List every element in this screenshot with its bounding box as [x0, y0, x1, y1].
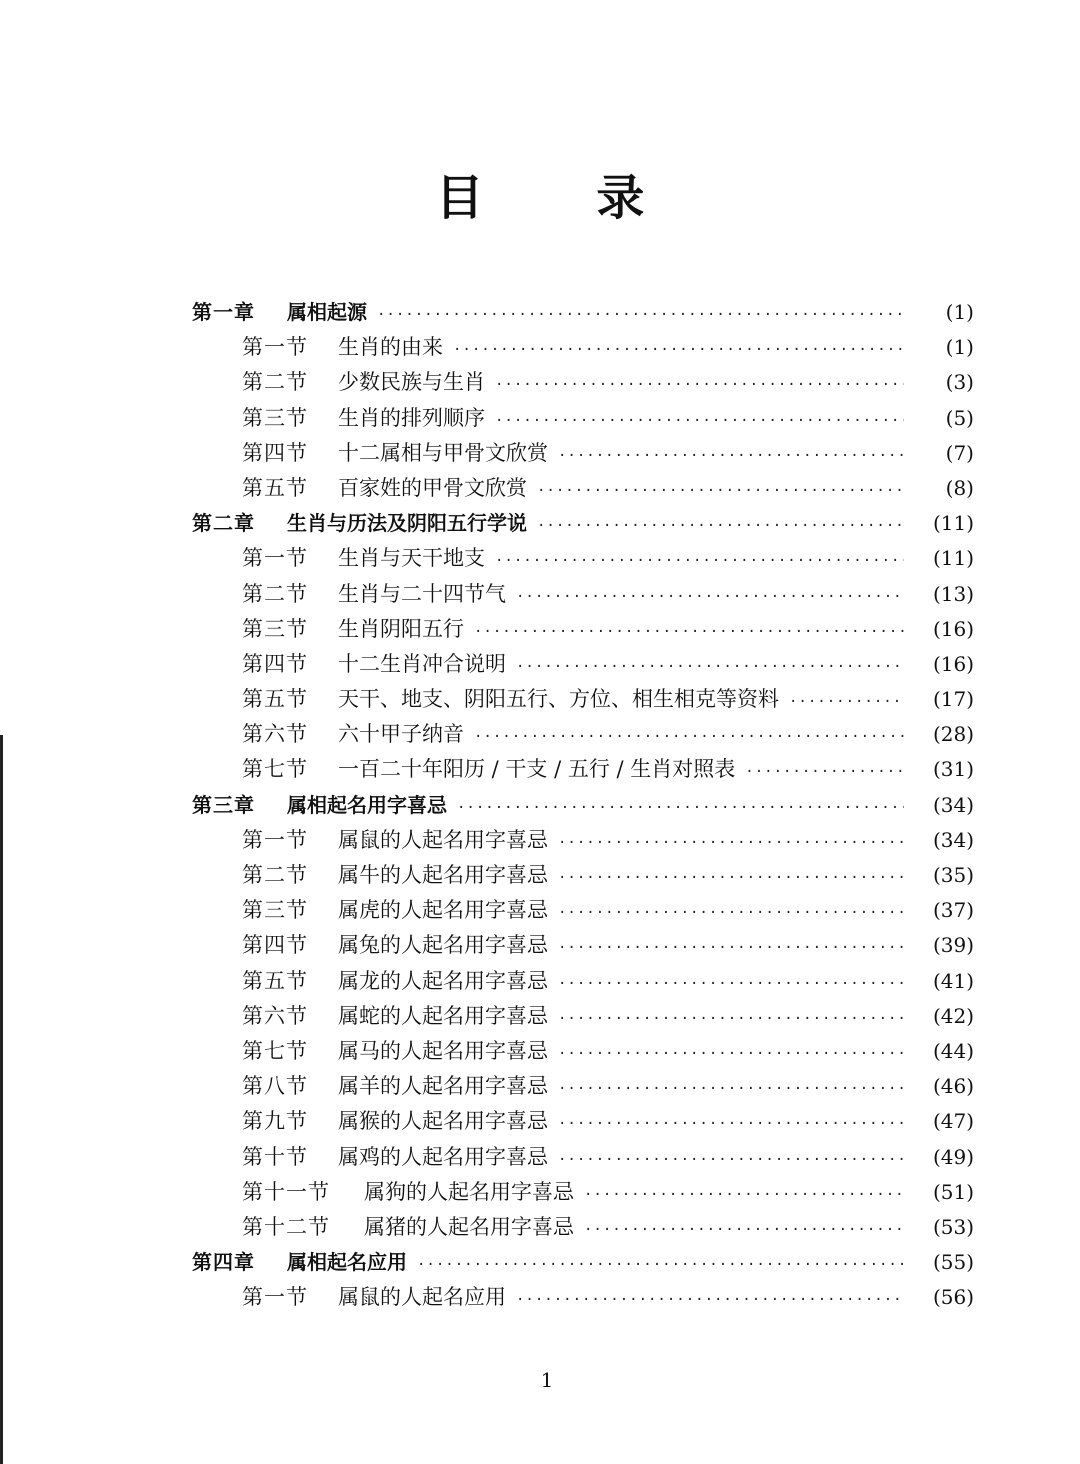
section-title: 属猪的人起名用字喜忌 [364, 1214, 574, 1239]
page-title: 目 录 [435, 170, 693, 226]
dot-leader [584, 1178, 904, 1213]
toc-section-entry [192, 1104, 974, 1139]
toc-section-entry [192, 1175, 974, 1210]
toc-section-entry [192, 682, 974, 717]
section-title: 生肖的由来 [338, 335, 443, 360]
chapter-number: 第一章 [192, 300, 255, 324]
section-number: 第十节 [242, 1144, 308, 1169]
toc-section-entry [192, 1034, 974, 1069]
page-reference: (53) [932, 1214, 974, 1239]
toc-section-entry [192, 365, 974, 400]
chapter-title: 属相起名应用 [287, 1250, 407, 1275]
section-number: 第六节 [242, 1003, 308, 1028]
page-reference: (55) [932, 1250, 974, 1275]
dot-leader [745, 755, 904, 790]
section-title: 一百二十年阳历 / 干支 / 五行 / 生肖对照表 [338, 757, 736, 782]
section-title: 属鼠的人起名用字喜忌 [338, 827, 548, 852]
section-title: 十二生肖冲合说明 [338, 651, 506, 676]
section-number: 第五节 [242, 475, 308, 500]
dot-leader [495, 368, 904, 403]
dot-leader [558, 1107, 904, 1142]
section-title: 属马的人起名用字喜忌 [338, 1038, 548, 1063]
chapter-title: 属相起名用字喜忌 [287, 792, 447, 817]
section-number: 第八节 [242, 1074, 308, 1099]
toc-section-entry [192, 577, 974, 612]
dot-leader [417, 1248, 904, 1283]
toc-section-entry [192, 964, 974, 999]
dot-leader [558, 931, 904, 966]
page-reference: (35) [932, 863, 974, 887]
page-reference: (17) [932, 687, 974, 712]
section-number: 第五节 [242, 968, 308, 993]
section-title: 生肖与天干地支 [338, 546, 485, 571]
dot-leader [789, 685, 904, 720]
table-of-contents [192, 295, 974, 1315]
section-title: 属狗的人起名用字喜忌 [364, 1179, 574, 1204]
toc-chapter-entry [192, 506, 974, 541]
page-reference: (31) [932, 757, 974, 782]
toc-chapter-entry [192, 788, 974, 823]
section-title: 天干、地支、阴阳五行、方位、相生相克等资料 [338, 687, 779, 712]
section-number: 第四节 [242, 933, 308, 958]
dot-leader [474, 720, 904, 755]
toc-section-entry [192, 1210, 974, 1245]
dot-leader [537, 474, 904, 509]
chapter-title: 生肖与历法及阴阳五行学说 [287, 511, 527, 536]
dot-leader [558, 826, 904, 861]
chapter-title: 属相起源 [287, 300, 367, 324]
chapter-number: 第三章 [192, 792, 255, 817]
toc-section-entry [192, 647, 974, 682]
dot-leader [495, 544, 904, 579]
page-reference: (39) [932, 933, 974, 958]
page-reference: (11) [932, 511, 974, 536]
section-number: 第一节 [242, 546, 308, 571]
page-reference: (41) [932, 968, 974, 993]
toc-chapter-entry [192, 295, 974, 330]
dot-leader [558, 896, 904, 931]
section-title: 属牛的人起名用字喜忌 [338, 863, 548, 887]
dot-leader [453, 333, 904, 368]
dot-leader [558, 1037, 904, 1072]
section-title: 属蛇的人起名用字喜忌 [338, 1003, 548, 1028]
page-reference: (16) [932, 651, 974, 676]
section-number: 第九节 [242, 1109, 308, 1134]
toc-section-entry [192, 330, 974, 365]
section-number: 第五节 [242, 687, 308, 712]
section-title: 百家姓的甲骨文欣赏 [338, 475, 527, 500]
section-number: 第十一节 [242, 1179, 330, 1204]
page-reference: (1) [945, 300, 974, 324]
toc-section-entry [192, 436, 974, 471]
page-reference: (49) [932, 1144, 974, 1169]
section-number: 第二节 [242, 370, 308, 395]
dot-leader [457, 791, 904, 826]
dot-leader [516, 1283, 904, 1318]
section-title: 十二属相与甲骨文欣赏 [338, 440, 548, 465]
section-number: 第四节 [242, 651, 308, 676]
toc-section-entry [192, 1280, 974, 1315]
toc-section-entry [192, 752, 974, 787]
toc-section-entry [192, 471, 974, 506]
section-title: 属鸡的人起名用字喜忌 [338, 1144, 548, 1169]
section-title: 生肖与二十四节气 [338, 581, 506, 606]
page-reference: (34) [932, 827, 974, 852]
page-reference: (44) [932, 1038, 974, 1063]
toc-section-entry [192, 717, 974, 752]
section-title: 属羊的人起名用字喜忌 [338, 1074, 548, 1099]
dot-leader [537, 509, 904, 544]
chapter-number: 第四章 [192, 1250, 255, 1275]
dot-leader [558, 861, 904, 896]
page-reference: (8) [945, 475, 974, 500]
section-number: 第一节 [242, 827, 308, 852]
section-number: 第一节 [242, 335, 308, 360]
dot-leader [495, 404, 904, 439]
section-number: 第二节 [242, 581, 308, 606]
section-number: 第七节 [242, 757, 308, 782]
section-number: 第二节 [242, 863, 308, 887]
section-title: 生肖阴阳五行 [338, 616, 464, 641]
section-title: 生肖的排列顺序 [338, 405, 485, 430]
section-title: 少数民族与生肖 [338, 370, 485, 395]
toc-section-entry [192, 858, 974, 893]
section-title: 属虎的人起名用字喜忌 [338, 898, 548, 923]
toc-section-entry [192, 999, 974, 1034]
toc-section-entry [192, 541, 974, 576]
dot-leader [584, 1213, 904, 1248]
section-number: 第七节 [242, 1038, 308, 1063]
toc-section-entry [192, 1140, 974, 1175]
section-number: 第一节 [242, 1285, 308, 1310]
page-reference: (46) [932, 1074, 974, 1099]
toc-section-entry [192, 401, 974, 436]
section-number: 第三节 [242, 898, 308, 923]
page-reference: (13) [932, 581, 974, 606]
page-reference: (28) [932, 722, 974, 747]
section-number: 第十二节 [242, 1214, 330, 1239]
toc-section-entry [192, 1069, 974, 1104]
page-reference: (7) [945, 440, 974, 465]
page-number: 1 [540, 1368, 554, 1392]
dot-leader [558, 967, 904, 1002]
dot-leader [516, 650, 904, 685]
section-title: 六十甲子纳音 [338, 722, 464, 747]
toc-section-entry [192, 612, 974, 647]
dot-leader [377, 298, 904, 333]
page-reference: (51) [932, 1179, 974, 1204]
page-reference: (34) [932, 792, 974, 817]
scan-edge-line [0, 735, 3, 1464]
section-number: 第三节 [242, 405, 308, 430]
dot-leader [558, 439, 904, 474]
section-title: 属猴的人起名用字喜忌 [338, 1109, 548, 1134]
dot-leader [516, 580, 904, 615]
page-reference: (11) [932, 546, 974, 571]
page-reference: (37) [932, 898, 974, 923]
dot-leader [558, 1072, 904, 1107]
section-title: 属鼠的人起名应用 [338, 1285, 506, 1310]
page-reference: (1) [945, 335, 974, 360]
dot-leader [558, 1002, 904, 1037]
section-number: 第四节 [242, 440, 308, 465]
page-reference: (3) [945, 370, 974, 395]
toc-section-entry [192, 928, 974, 963]
toc-section-entry [192, 823, 974, 858]
page-reference: (16) [932, 616, 974, 641]
section-title: 属龙的人起名用字喜忌 [338, 968, 548, 993]
page-reference: (56) [932, 1285, 974, 1310]
section-number: 第三节 [242, 616, 308, 641]
toc-section-entry [192, 893, 974, 928]
toc-chapter-entry [192, 1245, 974, 1280]
page-reference: (42) [932, 1003, 974, 1028]
dot-leader [474, 615, 904, 650]
page-reference: (5) [945, 405, 974, 430]
section-title: 属兔的人起名用字喜忌 [338, 933, 548, 958]
page-reference: (47) [932, 1109, 974, 1134]
section-number: 第六节 [242, 722, 308, 747]
dot-leader [558, 1143, 904, 1178]
chapter-number: 第二章 [192, 511, 255, 536]
